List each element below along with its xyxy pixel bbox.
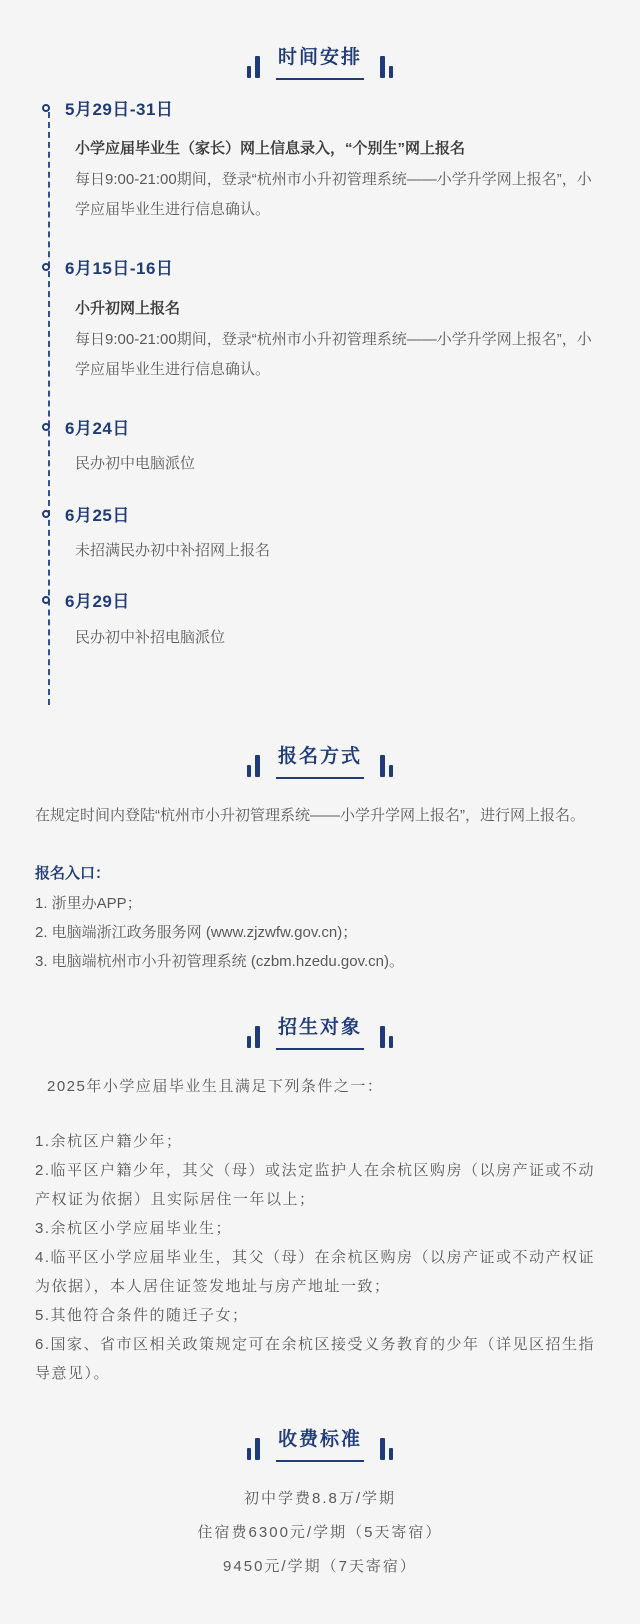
timeline-date: 6月25日 [65, 505, 130, 525]
timeline-body: 民办初中电脑派位 [75, 455, 196, 473]
timeline-dot-icon [42, 510, 50, 518]
fee-line: 初中学费8.8万/学期 [243, 1490, 397, 1508]
timeline-item-1 [39, 100, 605, 225]
condition-item: 1.余杭区户籍少年； [35, 1133, 183, 1151]
timeline-item-4 [39, 506, 605, 563]
entry-list [35, 889, 605, 976]
schedule-timeline [39, 100, 605, 705]
timeline-body: 民办初中补招电脑派位 [75, 628, 226, 646]
timeline-item-5 [39, 592, 605, 649]
section-header-enrollment [35, 1018, 605, 1050]
title-bars-right-icon [380, 755, 393, 777]
title-bars-right-icon [380, 1438, 393, 1460]
condition-item: 5.其他符合条件的随迁子女； [35, 1307, 249, 1325]
fees-title: 收费标准 [276, 1430, 364, 1462]
fee-lines [35, 1482, 605, 1584]
section-fees [35, 1430, 605, 1584]
timeline-body: 每日9:00-21:00期间，登录“杭州市小升初管理系统——小学升学网上报名”，小学应届毕业生进行信息确认。 [75, 171, 592, 219]
enrollment-intro: 2025年小学应届毕业生且满足下列条件之一： [47, 1078, 384, 1096]
enrollment-title: 招生对象 [276, 1018, 364, 1050]
condition-item: 2.临平区户籍少年，其父（母）或法定监护人在余杭区购房（以房产证或不动产权证为依据）且实际居住一年以上； [35, 1162, 596, 1209]
condition-item: 4.临平区小学应届毕业生，其父（母）在余杭区购房（以房产证或不动产权证为依据），本人居住证签发地址与房产地址一致； [35, 1249, 596, 1296]
timeline-date: 6月15日-16日 [65, 259, 174, 279]
timeline-date: 6月24日 [65, 418, 130, 438]
entry-item: 2. 电脑端浙江政务服务网 (www.zjzwfw.gov.cn)； [35, 924, 358, 942]
title-bars-left-icon [247, 1026, 260, 1048]
timeline-dot-icon [42, 596, 50, 604]
timeline-dot-icon [42, 423, 50, 431]
timeline-date: 5月29日-31日 [65, 99, 174, 119]
section-header-schedule [35, 48, 605, 80]
section-enrollment [35, 1018, 605, 1388]
condition-list [35, 1127, 605, 1388]
timeline-item-3 [39, 419, 605, 476]
title-bars-right-icon [380, 56, 393, 78]
title-bars-left-icon [247, 56, 260, 78]
section-registration [35, 747, 605, 976]
timeline-body: 每日9:00-21:00期间，登录“杭州市小升初管理系统——小学升学网上报名”，小学应届毕业生进行信息确认。 [75, 330, 592, 378]
entry-item: 1. 浙里办APP； [35, 895, 142, 913]
fee-line: 9450元/学期（7天寄宿） [223, 1558, 417, 1576]
entry-item: 3. 电脑端杭州市小升初管理系统 (czbm.hzedu.gov.cn)。 [35, 953, 404, 971]
registration-title: 报名方式 [276, 747, 364, 779]
section-header-fees [35, 1430, 605, 1462]
timeline-item-2 [39, 259, 605, 384]
timeline-date: 6月29日 [65, 592, 130, 612]
timeline-dot-icon [42, 104, 50, 112]
title-bars-right-icon [380, 1026, 393, 1048]
timeline-body: 未招满民办初中补招网上报名 [75, 541, 271, 559]
condition-item: 3.余杭区小学应届毕业生； [35, 1220, 233, 1238]
fee-line: 住宿费6300元/学期（5天寄宿） [197, 1524, 443, 1542]
entry-label: 报名入口： [35, 865, 111, 883]
registration-intro: 在规定时间内登陆“杭州市小升初管理系统——小学升学网上报名”，进行网上报名。 [35, 807, 585, 825]
timeline-subtitle: 小学应届毕业生（家长）网上信息录入，“个别生”网上报名 [75, 140, 466, 158]
section-header-registration [35, 747, 605, 779]
title-bars-left-icon [247, 1438, 260, 1460]
timeline-dot-icon [42, 263, 50, 271]
schedule-title: 时间安排 [276, 48, 364, 80]
condition-item: 6.国家、省市区相关政策规定可在余杭区接受义务教育的少年（详见区招生指导意见）。 [35, 1336, 596, 1383]
timeline-subtitle: 小升初网上报名 [75, 299, 181, 317]
title-bars-left-icon [247, 755, 260, 777]
